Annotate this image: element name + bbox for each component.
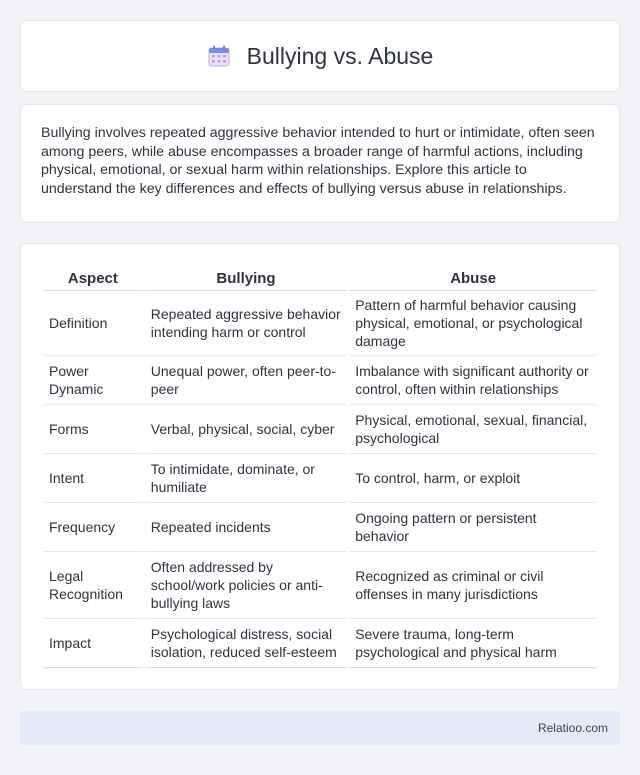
table-cell: Unequal power, often peer-to-peer [145,356,347,405]
table-cell: To control, harm, or exploit [349,454,597,503]
table-row [43,454,597,503]
table-cell: Impact [43,619,143,668]
table-cell: Repeated aggressive behavior intending harm or control [145,291,347,356]
table-cell: Power Dynamic [43,356,143,405]
column-header-bullying: Bullying [145,260,347,291]
table-cell: Severe trauma, long-term psychological and physical harm [349,619,597,668]
column-header-aspect: Aspect [43,260,143,291]
table-row [43,356,597,405]
comparison-table [41,260,599,668]
table-row [43,503,597,552]
table-cell: Imbalance with significant authority or control, often within relationships [349,356,597,405]
table-cell: Often addressed by school/work policies or anti-bullying laws [145,552,347,619]
table-cell: Repeated incidents [145,503,347,552]
table-cell: To intimidate, dominate, or humiliate [145,454,347,503]
table-cell: Intent [43,454,143,503]
table-header-row [43,260,597,291]
table-row [43,405,597,454]
comparison-table-card [20,243,620,690]
table-cell: Frequency [43,503,143,552]
calendar-icon [207,44,231,68]
table-cell: Legal Recognition [43,552,143,619]
table-row [43,552,597,619]
page-title: Bullying vs. Abuse [246,42,434,69]
footer-brand[interactable]: Relatioo.com [537,721,608,735]
column-header-abuse: Abuse [349,260,597,291]
table-cell: Ongoing pattern or persistent behavior [349,503,597,552]
table-row [43,291,597,356]
table-cell: Verbal, physical, social, cyber [145,405,347,454]
title-card [20,20,620,92]
table-cell: Recognized as criminal or civil offenses in many jurisdictions [349,552,597,619]
table-row [43,619,597,668]
footer [20,711,620,745]
table-cell: Forms [43,405,143,454]
table-cell: Definition [43,291,143,356]
intro-text: Bullying involves repeated aggressive behavior intended to hurt or intimidate, often seen among peers, while abuse encompasses a broader range of harmful actions, including physical, emotional, or sexual harm within relationships. Explore this article to understand the key differences and effects of bullying versus abuse in relationships. [41,125,595,197]
table-cell: Psychological distress, social isolation, reduced self-esteem [145,619,347,668]
table-cell: Physical, emotional, sexual, financial, psychological [349,405,597,454]
intro-card [20,104,620,223]
table-cell: Pattern of harmful behavior causing physical, emotional, or psychological damage [349,291,597,356]
